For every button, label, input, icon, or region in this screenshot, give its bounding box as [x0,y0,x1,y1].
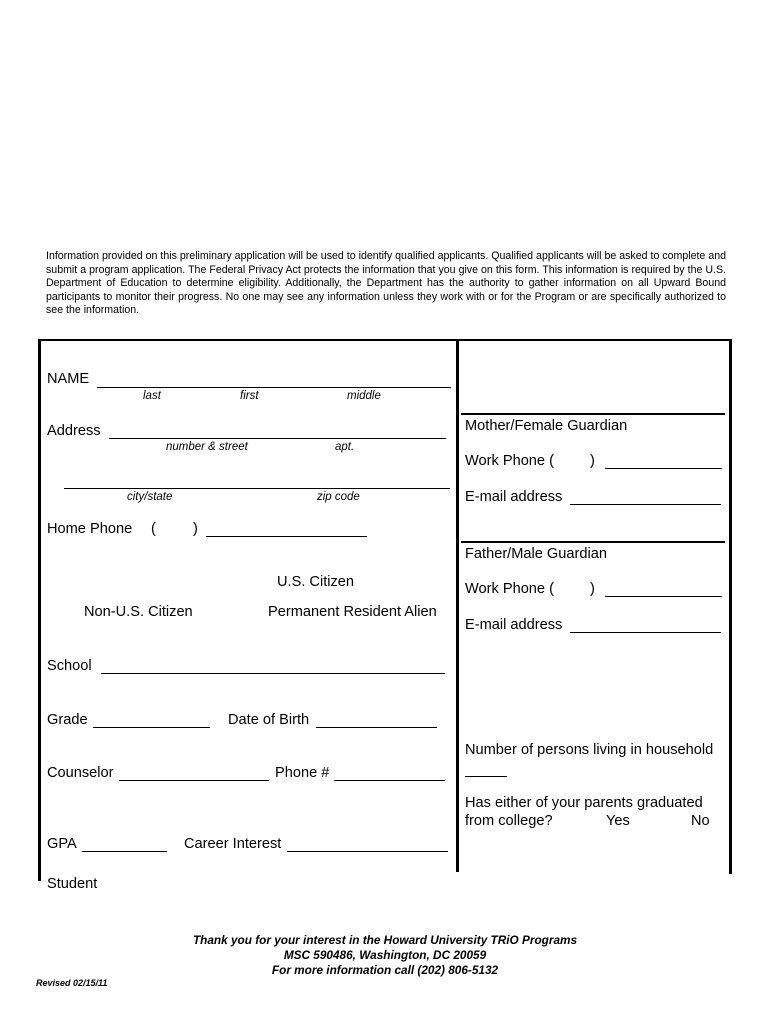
footer-thank-you: Thank you for your interest in the Howard University TRiO Programs [192,933,578,947]
household-field[interactable] [465,776,507,777]
parents-college-yes-option[interactable]: Yes [606,813,630,829]
address-zip-caption: zip code [317,491,360,503]
home-phone-paren-close: ) [193,521,198,537]
revised-date: Revised 02/15/11 [36,978,108,988]
home-phone-field[interactable] [206,536,367,537]
dob-field[interactable] [316,727,437,728]
address-label: Address [47,423,101,439]
school-label: School [47,658,92,674]
footer-phone: For more information call (202) 806-5132 [271,963,499,977]
father-work-phone-label: Work Phone ( [465,581,554,597]
home-phone-label: Home Phone [47,521,133,537]
parents-college-question-line2: from college? [465,813,553,829]
footer-address: MSC 590486, Washington, DC 20059 [283,948,487,962]
name-middle-caption: middle [347,390,381,402]
home-phone-paren-open: ( [151,521,156,537]
right-separator-middle [461,541,725,543]
father-guardian-title: Father/Male Guardian [465,546,607,562]
mother-guardian-title: Mother/Female Guardian [465,418,628,434]
grade-field[interactable] [93,727,210,728]
address-apt-caption: apt. [335,441,355,453]
counselor-phone-label: Phone # [275,765,330,781]
parents-college-question-line1: Has either of your parents graduated [465,795,703,811]
school-field[interactable] [101,673,445,674]
address-street-field[interactable] [109,438,446,439]
counselor-field[interactable] [119,780,269,781]
father-email-label: E-mail address [465,617,563,633]
address-street-caption: number & street [166,441,248,453]
mother-work-phone-field[interactable] [605,468,722,469]
counselor-phone-field[interactable] [334,780,445,781]
mother-work-phone-label: Work Phone ( [465,453,554,469]
name-first-caption: first [240,390,259,402]
non-us-citizen-option[interactable]: Non-U.S. Citizen [84,604,193,620]
us-citizen-option[interactable]: U.S. Citizen [277,574,355,590]
right-separator-top [461,413,725,415]
student-label: Student [47,876,98,892]
mother-email-field[interactable] [570,504,721,505]
permanent-resident-option[interactable]: Permanent Resident Alien [268,604,437,620]
grade-label: Grade [47,712,88,728]
household-label: Number of persons living in household [465,742,714,758]
address-city-caption: city/state [127,491,173,503]
mother-work-phone-paren-close: ) [590,453,595,469]
name-field[interactable] [97,387,451,388]
gpa-field[interactable] [82,851,167,852]
father-work-phone-field[interactable] [605,596,722,597]
dob-label: Date of Birth [228,712,310,728]
career-interest-field[interactable] [287,851,448,852]
address-city-field[interactable] [64,488,450,489]
career-interest-label: Career Interest [184,836,282,852]
privacy-notice: Information provided on this preliminary application will be used to identify qualified applicants. Qualified applicants will be asked to complete and submit a program application. The Federal Privacy Act protects the information that you give on this form. This information is required by the U.S. Department of Education to determine eligibility. Additionally, the Department has the authority to gather information on all Upward Bound participants to monitor their progress. No one may see any information unless they work with or for the Program or are specifically authorized to see the information. [46,250,726,317]
parents-college-no-option[interactable]: No [691,813,710,829]
father-email-field[interactable] [570,632,721,633]
father-work-phone-paren-close: ) [590,581,595,597]
name-label: NAME [47,371,90,387]
name-last-caption: last [143,390,161,402]
counselor-label: Counselor [47,765,114,781]
mother-email-label: E-mail address [465,489,563,505]
gpa-label: GPA [47,836,77,852]
